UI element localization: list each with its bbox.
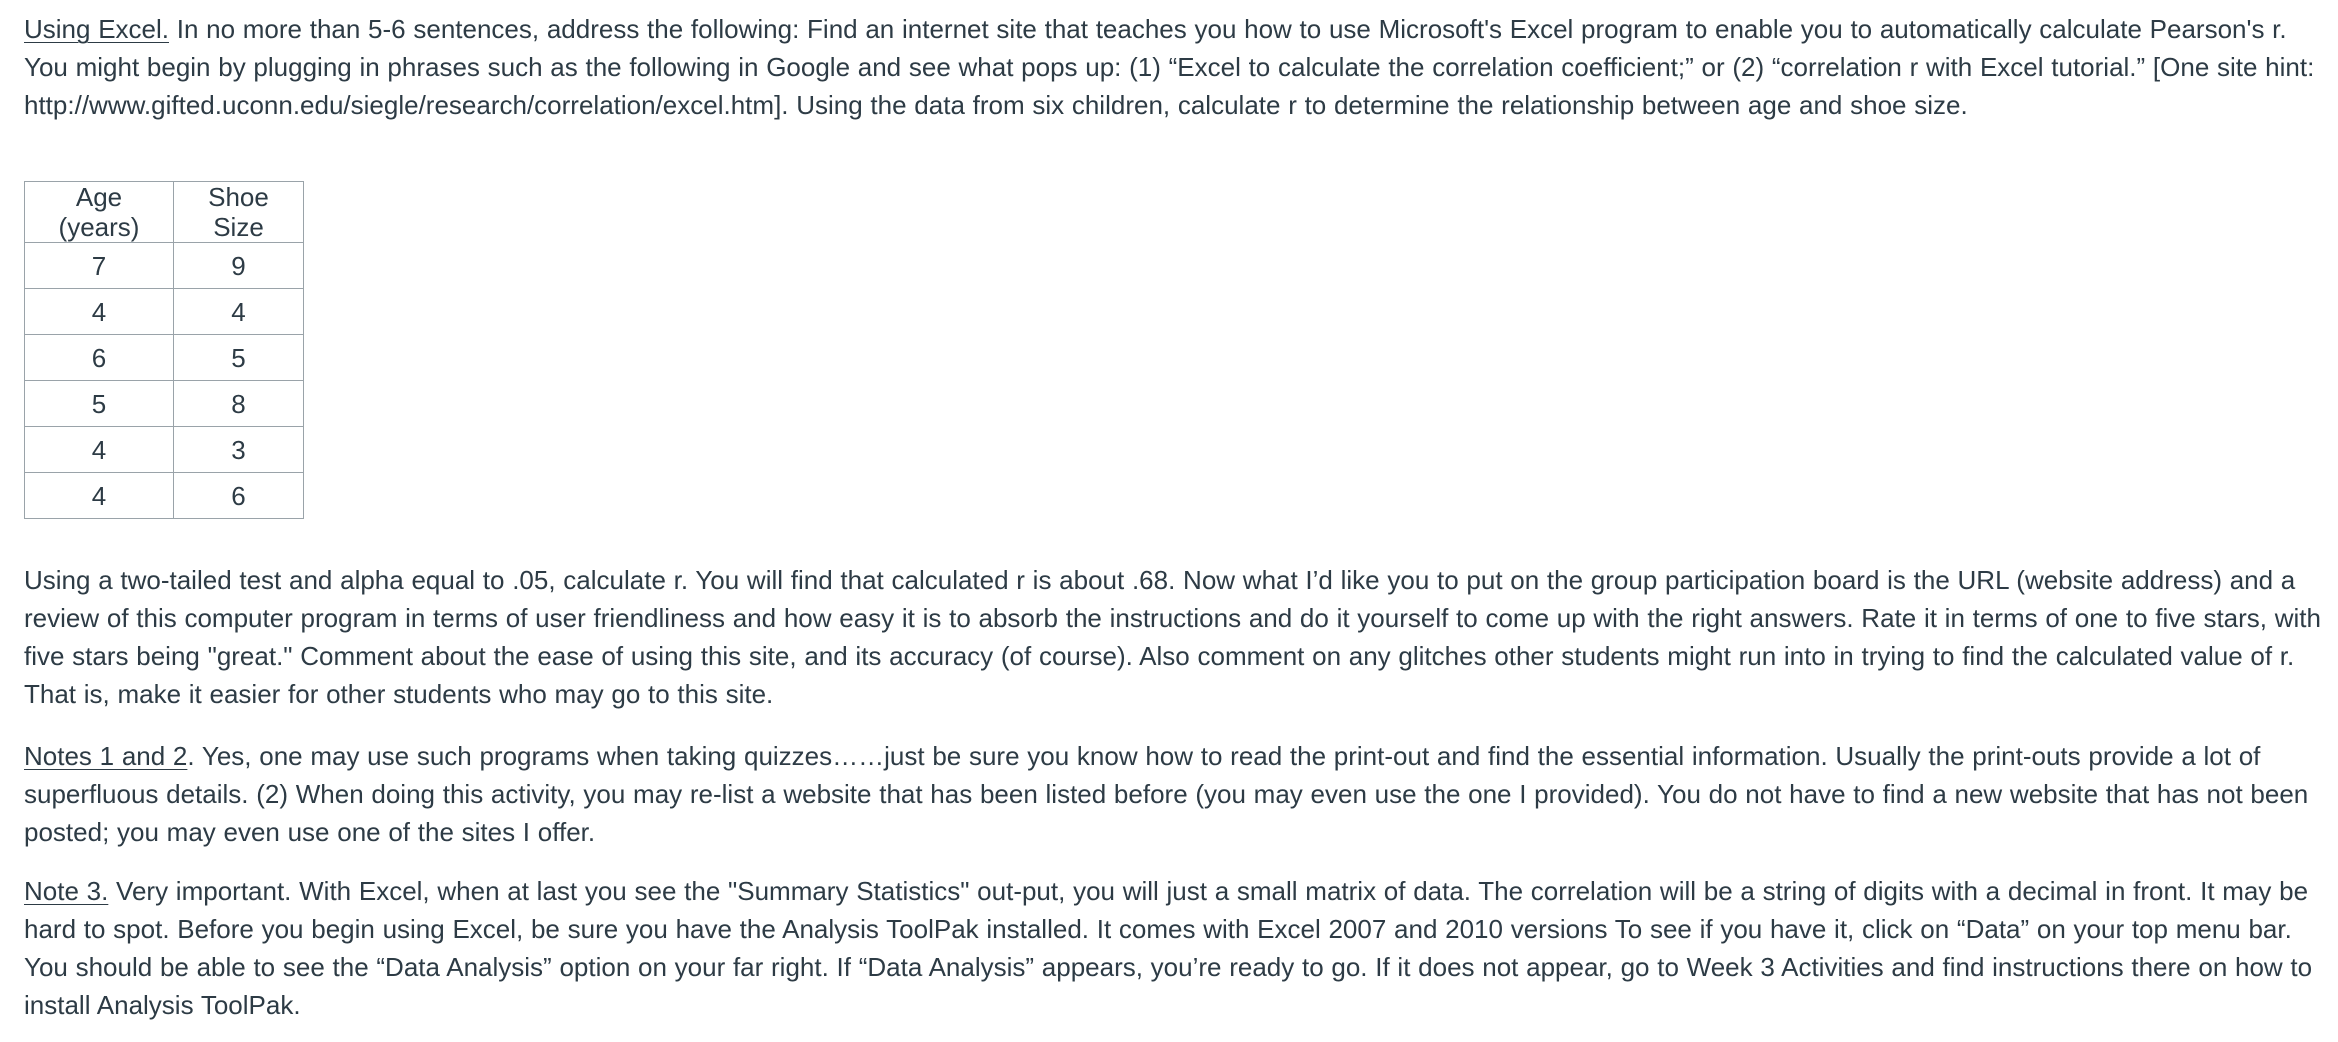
intro-paragraph [24, 10, 2324, 124]
note-3-text: Very important. With Excel, when at last you see the "Summary Statistics" out-put, you will just a small matrix of data. The correlation will be a string of digits with a decimal in front. It may be hard to spot. Before you begin using Excel, be sure you have the Analysis ToolPak installed. It comes with Excel 2007 and 2010 versions To see if you have it, click on “Data” on your top menu bar. You should be able to see the “Data Analysis” option on your far right. If “Data Analysis” appears, you’re ready to go. If it does not appear, go to Week 3 Activities and find instructions there on how to install Analysis ToolPak. [24, 876, 2313, 1020]
notes-1-2-paragraph [24, 737, 2324, 851]
table-row [25, 473, 304, 519]
age-shoe-size-table [24, 181, 304, 519]
note-3-paragraph [24, 872, 2324, 1024]
table-row [25, 427, 304, 473]
table-row [25, 243, 304, 289]
age-cell: 7 [25, 243, 174, 289]
intro-text: In no more than 5-6 sentences, address the following: Find an internet site that teaches you how to use Microsoft's Excel program to enable you to automatically calculate Pearson's r. You might begin by plugging in phrases such as the following in Google and see what pops up: (1) “Excel to calculate the correlation coefficient;” or (2) “correlation r with Excel tutorial.” [One site hint: http://www.gifted.uconn.edu/siegle/research/correlation/excel.htm]. Using the data from six children, calculate r to determine the relationship between age and shoe size. [24, 14, 2315, 120]
note-3-label: Note 3. [24, 876, 109, 906]
age-cell: 6 [25, 335, 174, 381]
age-cell: 4 [25, 427, 174, 473]
shoe-size-cell: 6 [174, 473, 304, 519]
age-cell: 4 [25, 289, 174, 335]
intro-label: Using Excel. [24, 14, 169, 44]
shoe-size-cell: 8 [174, 381, 304, 427]
age-cell: 4 [25, 473, 174, 519]
shoe-size-cell: 9 [174, 243, 304, 289]
table-row [25, 381, 304, 427]
shoe-size-cell: 4 [174, 289, 304, 335]
notes-1-2-label: Notes 1 and 2 [24, 741, 188, 771]
header-shoe-size: Shoe Size [174, 182, 304, 243]
notes-1-2-text: . Yes, one may use such programs when taking quizzes……just be sure you know how to read the print-out and find the essential information. Usually the print-outs provide a lot of superfluous details. (2) When doing this activity, you may re-list a website that has been listed before (you may even use the one I provided). You do not have to find a new website that has not been posted; you may even use one of the sites I offer. [24, 741, 2309, 847]
table-header-row [25, 182, 304, 243]
header-age: Age (years) [25, 182, 174, 243]
shoe-size-cell: 5 [174, 335, 304, 381]
age-cell: 5 [25, 381, 174, 427]
table-row [25, 289, 304, 335]
table-row [25, 335, 304, 381]
shoe-size-cell: 3 [174, 427, 304, 473]
instructions-paragraph: Using a two-tailed test and alpha equal to .05, calculate r. You will find that calculated r is about .68. Now what I’d like you to put on the group participation board is the URL (website address) and a review of this computer program in terms of user friendliness and how easy it is to absorb the instructions and do it yourself to come up with the right answers. Rate it in terms of one to five stars, with five stars being "great." Comment about the ease of using this site, and its accuracy (of course). Also comment on any glitches other students might run into in trying to find the calculated value of r. That is, make it easier for other students who may go to this site. [24, 565, 2321, 709]
